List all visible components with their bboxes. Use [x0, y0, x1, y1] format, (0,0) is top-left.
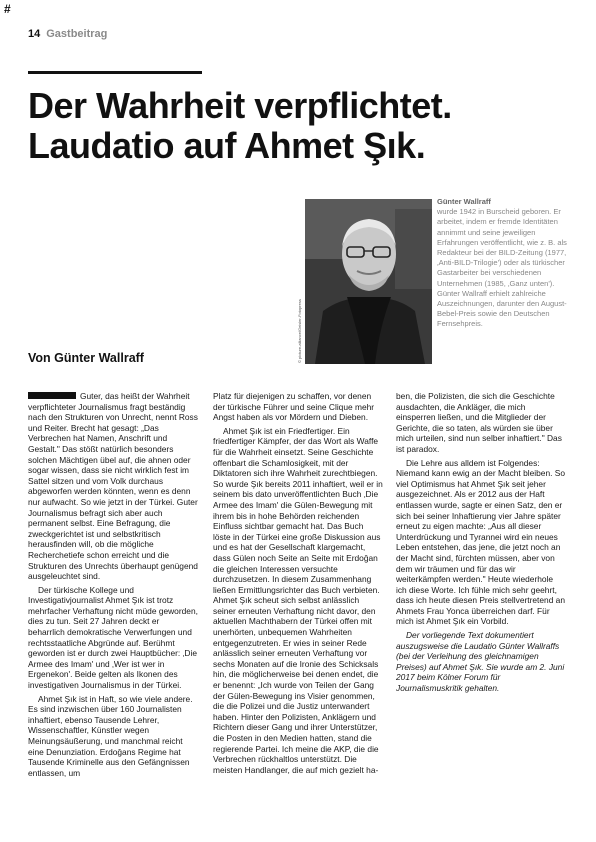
paragraph: Der türkische Kollege und Investigativjournalist Ahmet Şık ist trotz mehrfacher Verhaftung nicht müde geworden, dies zu tun. Seit 27 Jahren deckt er beharrlich demokratische Verwerfungen und rechtsstaatliche Abgründe auf. Berühmt geworden ist er durch zwei Hauptbücher: ‚Die Armee des Imam' und ‚Wer ist wer in Ergenekon'. Beide gelten als Ikonen des investigativen Journalismus in der Türkei.	[28, 584, 198, 691]
paragraph: Platz für diejenigen zu schaffen, vor denen der türkische Führer und seine Clique mehr Angst haben als vor Mördern und Dieben.	[213, 391, 375, 423]
paragraph: Die Lehre aus alldem ist Folgendes: Niemand kann ewig an der Macht bleiben. So viel Optimismus hat Ahmet Şık seit jeher ausgezeichnet. Als er 2012 aus der Haft entlassen wurde, sagte er einen Satz, den er sich bei seiner Inhaftierung vier Jahre später erneut zu eigen machte: „Aus all dieser Unterdrückung und Tyrannei wird ein neues Leben entstehen, das jene, die jetzt noch an der Macht sind, fürchten müssen, aber von dem wir träumen und für das wir weiterkämpfen werden." Heute wiederhole ich diese Worte. Ich fühle mich sehr geehrt, dass ich heute diesen Preis stellvertretend an Ahmets Frau Yonca überreichen darf. Für mich ist Ahmet Şık ein Vorbild.	[396, 457, 565, 627]
photo-credit: © picture-alliance/Geisler-Fotopress	[297, 299, 302, 363]
paragraph: Ahmet Şık ist ein Friedfertiger. Ein friedfertiger Kämpfer, der das Wort als Waffe für die Wahrheit einsetzt. Seine Geschichte offenbart die Schamlosigkeit, mit der Diktatoren sich ihre Wahrheit zurechtbiegen. So wurde Şık bereits 2011 inhaftiert, weil er in seinem bis dato unveröffentlichten Buch ‚Die Armee des Imam' die Gülen-Bewegung mit ihrem bis in hohe Behörden reichenden Einfluss sichtbar gemacht hat. Das Buch löste in der Türkei eine große Diskussion aus und es hat der Gesellschaft klargemacht, dass Gülen noch Seite an Seite mit Erdoğan die gleichen Interessen versuchte durchzusetzen. In diesem Zusammenhang ließen Ermittlungsrichter das Buch verbieten. Ahmet Şık scheut sich selbst anlässlich seiner erneuten Verhaftung nicht davor, den aktuellen Machthabern der Türkei offen mit unerhörten, unbequemen Wahrheiten entgegenzutreten. Er wies in seiner Rede anlässlich seiner erneuten Verhaftung vor sechs Monaten auf die Ironie des Schicksals hin, die möglicherweise bei denen endet, die er benennt: „Ich wurde von Teilen der Gang der Gülen-Bewegung ins Visier genommen, die die Polizei und die Justiz unterwandert haben. Hinter den Polizisten, Anklägern und Richtern dieser Gang und ihrer Unterstützer, die Posten in den Medien hatten, stand die regierende Partei. Ich meine die AKP, die die Verbrechen rückhaltlos unterstützt. Die meisten Handlanger, die auf mich gezielt ha-	[213, 425, 383, 775]
article-column-3	[396, 391, 566, 697]
article-headline	[28, 86, 568, 166]
portrait-illustration	[305, 199, 432, 364]
bio-text: wurde 1942 in Burscheid geboren. Er arbeitet, indem er fremde Identitäten annimmt und seine jeweiligen Erfahrungen veröffentlicht, wie z. B. als Redakteur bei der BILD-Zeitung (1977, ‚Anti-BILD-Trilogie') oder als türkischer Gastarbeiter bei verschiedenen Unternehmen (1985, ‚Ganz unten'). Günter Wallraff erhielt zahlreiche Auszeichnungen, darunter den August-Bebel-Preis sowie den Deutschen Fernsehpreis.	[437, 207, 567, 329]
author-portrait-photo	[305, 199, 432, 364]
lead-bar	[28, 392, 76, 399]
headline-line-1: Der Wahrheit verpflichtet.	[28, 85, 452, 126]
headline-line-2: Laudatio auf Ahmet Şık.	[28, 125, 426, 166]
paragraph-text: Guter, das heißt der Wahrheit verpflichteter Journalismus fragt beständig nach den Strukturen von Unrecht, nennt Ross und Reiter. Brecht hat gesagt: „Das Verbrechen hat Namen, Anschrift und Gestalt." Das stößt natürlich besonders solchen Mächtigen übel auf, die ahnen oder sogar wissen, dass sie nicht wirklich fest im Sattel sitzen und vom Volk durchaus abgeworfen werden könnten, wenn es denn nur aufwacht. So wie jetzt in der Türkei. Guter Journalismus befragt sich aber auch permanent selbst. Eine Befragung, die zweckgerichtet ist und selbstkritisch herausfinden will, ob die mögliche Recherchetiefe schon erreicht und die Strukturen des Unrechts überhaupt genügend ausgeleuchtet sind.	[28, 391, 198, 582]
byline: Von Günter Wallraff	[28, 351, 144, 365]
author-bio	[437, 197, 567, 330]
corner-hash-mark: #	[4, 2, 11, 16]
header-rule	[28, 71, 202, 74]
editorial-note: Der vorliegende Text dokumentiert auszugsweise die Laudatio Günter Wallraffs (bei der Verleihung des gleichnamigen Preises) auf Ahmet Şık. Sie wurde am 2. Juni 2017 beim Kölner Forum für Journalismuskritik gehalten.	[396, 630, 565, 694]
article-column-2	[213, 391, 383, 778]
bio-name: Günter Wallraff	[437, 197, 491, 206]
paragraph	[28, 391, 198, 582]
section-label: Gastbeitrag	[46, 28, 108, 40]
paragraph: Ahmet Şık ist in Haft, so wie viele andere. Es sind inzwischen über 160 Journalisten inhaftiert, ebenso Tausende Lehrer, Wissenschaftler, Künstler wegen Meinungsäußerung, und manchmal reicht eine Denunziation. Erdoğans Regime hat Tausende Kriminelle aus den Gefängnissen entlassen, um	[28, 693, 193, 778]
paragraph: ben, die Polizisten, die sich die Geschichte ausdachten, die Ankläger, die mich einsperren ließen, und die Mitglieder der Gerichte, die so taten, als würden sie über mich urteilen, sind nun selber inhaftiert." Das ist paradox.	[396, 391, 562, 454]
article-column-1	[28, 391, 198, 781]
page-number: 14	[28, 28, 41, 40]
page-header	[28, 28, 107, 40]
